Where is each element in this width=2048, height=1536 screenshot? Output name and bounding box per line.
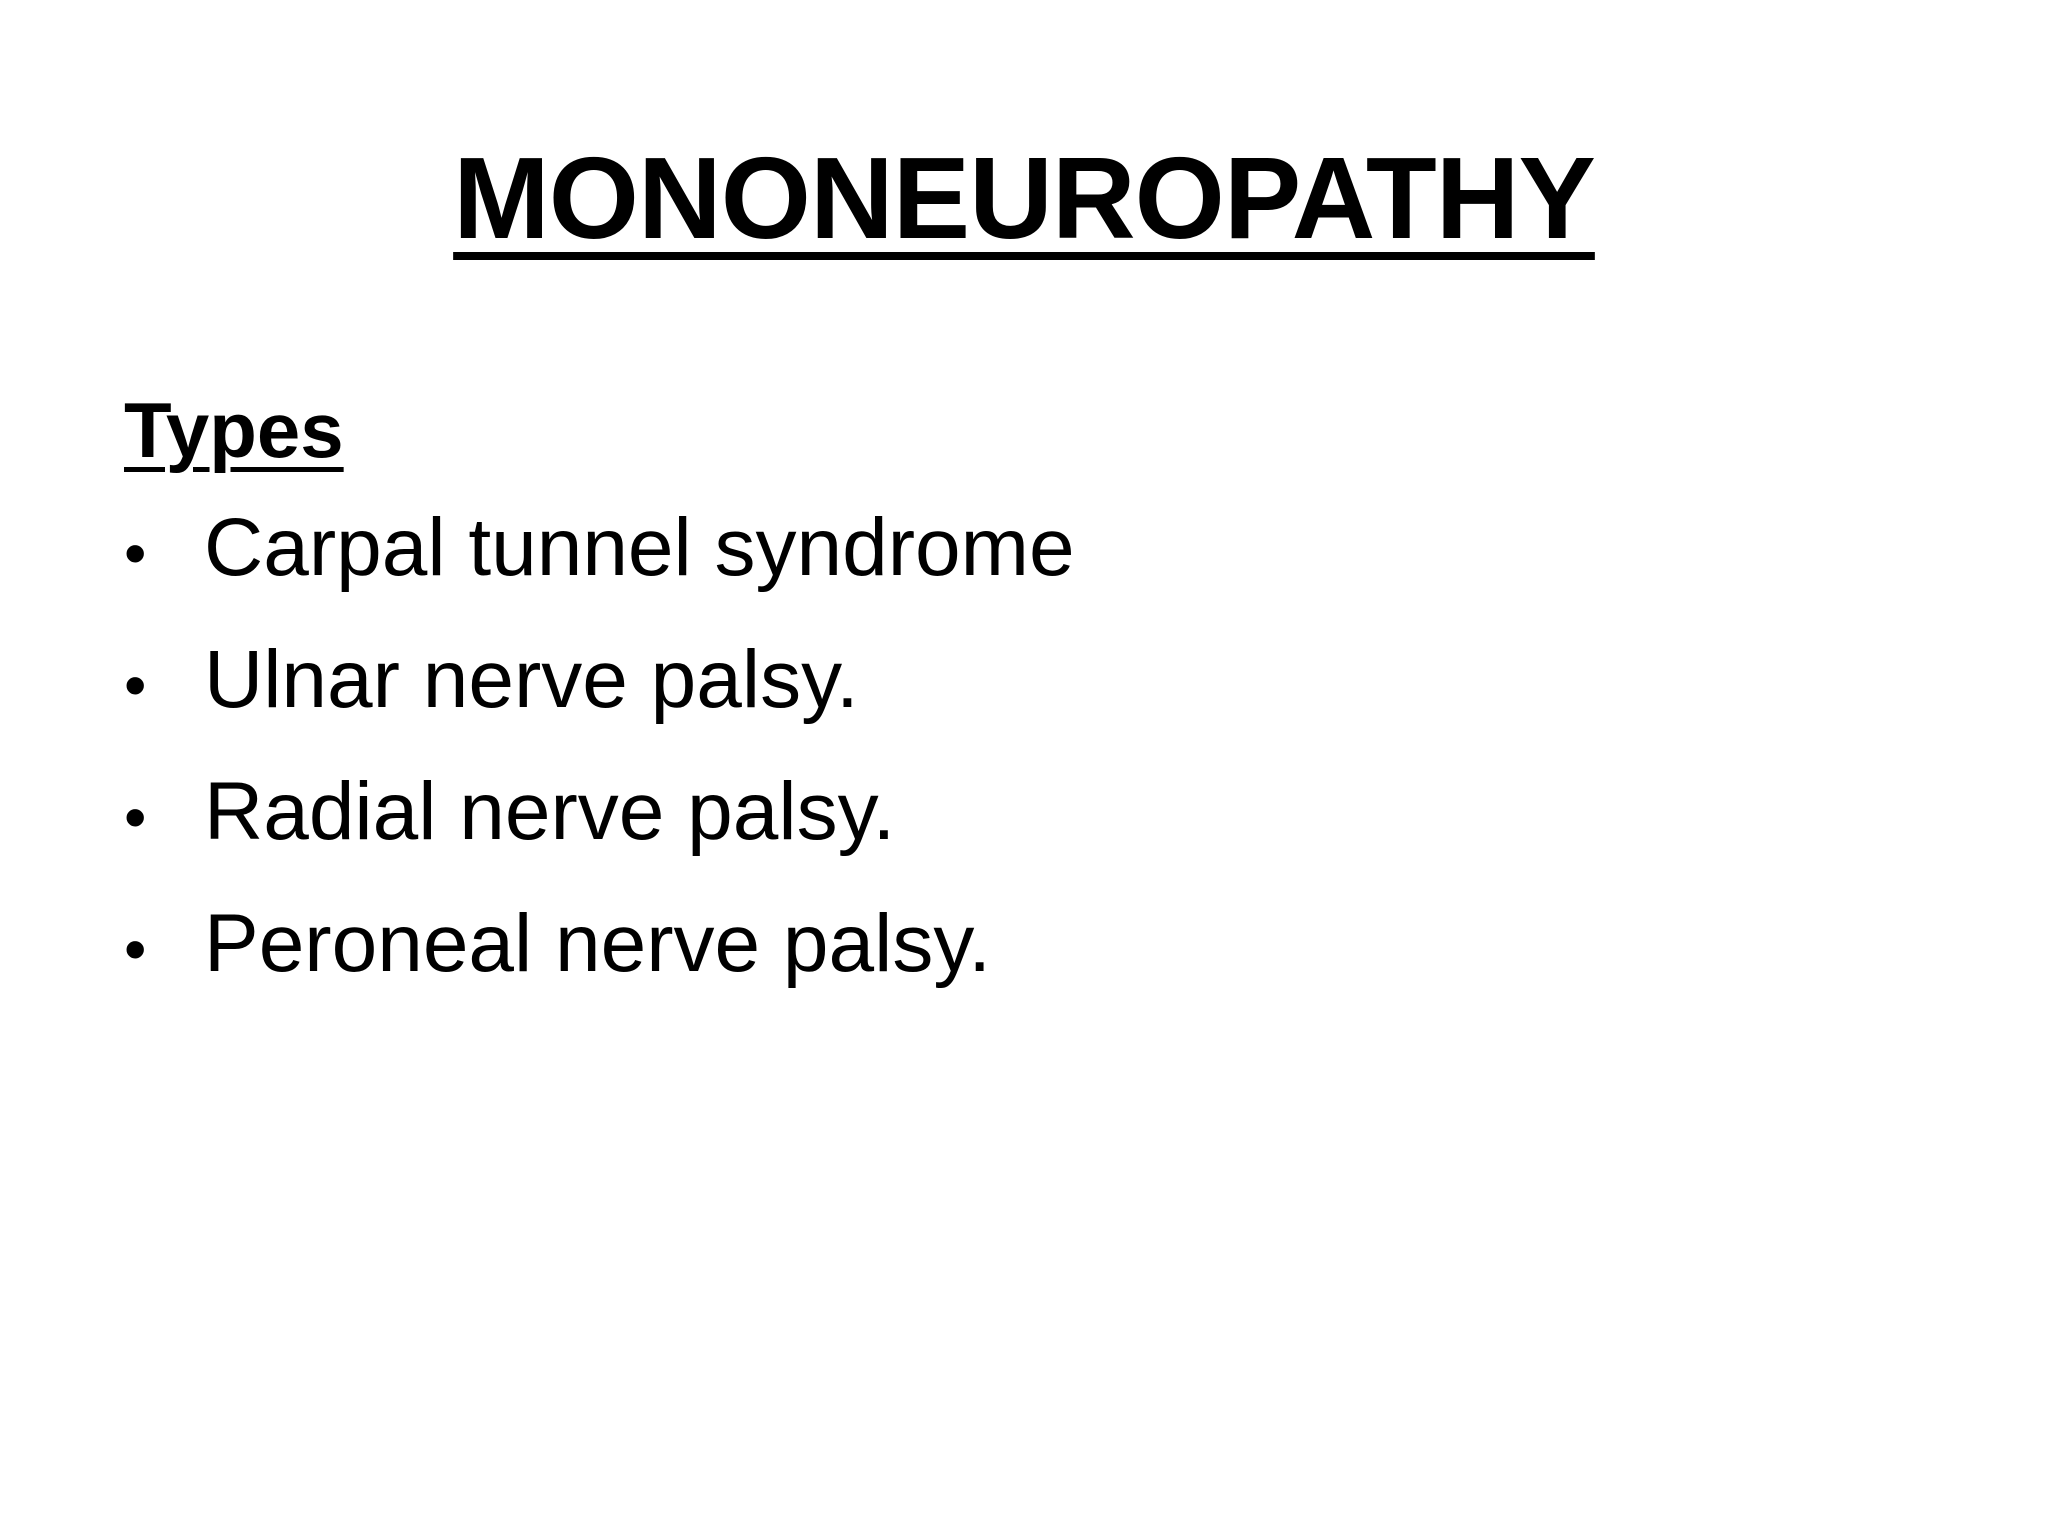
bullet-icon: • [124, 913, 147, 985]
slide-title [0, 128, 2048, 268]
types-list [124, 498, 1924, 1026]
list-item [124, 894, 1924, 1026]
list-item [124, 498, 1924, 630]
list-item [124, 630, 1924, 762]
bullet-icon: • [124, 649, 147, 721]
slide-content [124, 380, 1924, 1026]
list-item-text: Peroneal nerve palsy. [204, 898, 992, 989]
types-heading: Types [124, 386, 344, 474]
list-item [124, 762, 1924, 894]
bullet-icon: • [124, 781, 147, 853]
list-item-text: Radial nerve palsy. [204, 766, 896, 857]
bullet-icon: • [124, 517, 147, 589]
slide-title-text: MONONEUROPATHY [453, 133, 1595, 263]
list-item-text: Ulnar nerve palsy. [204, 634, 859, 725]
list-item-text: Carpal tunnel syndrome [204, 502, 1075, 593]
